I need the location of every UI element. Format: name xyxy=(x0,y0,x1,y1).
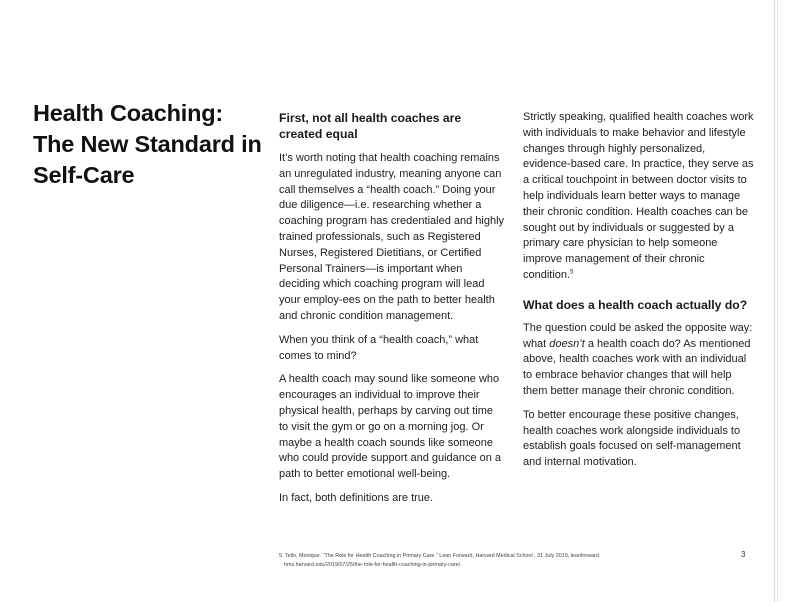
paragraph-qualified-health-coaches xyxy=(523,110,755,284)
para2-text-start: The question could be asked the opposite way: what xyxy=(523,321,753,350)
paragraph-opposite-question xyxy=(523,321,755,400)
footnote xyxy=(279,552,679,569)
paragraph-health-coach-definition: A health coach may sound like someone who encourages an individual to improve their physical health, perhaps by carving out time to visit the gym or go on a morning jog. Or maybe a health coach sounds like someone who could provide support and guidance on a path to better emotional well-being. xyxy=(279,373,501,481)
paragraph-positive-changes: To better encourage these positive changes, health coaches work alongside individuals to establish goals focused on self-management and internal motivation. xyxy=(523,408,741,469)
subheading-not-all-coaches-equal: First, not all health coaches are created equal xyxy=(279,111,462,141)
para2-emphasis: doesn’t xyxy=(549,337,585,350)
footnote-reference: 5 xyxy=(570,269,574,276)
para2-text-end: a health coach do? As mentioned above, health coaches work with an individual to embrace behavior changes that will help them better manage their chronic condition. xyxy=(523,337,751,397)
right-text-column xyxy=(523,110,755,479)
footnote-line-1: 5. Tello, Monique. “The Role for Health Coaching in Primary Care.” Lean Forward, Harvard Medical School , 31 July 2019, leanforward. xyxy=(279,553,601,559)
left-text-column xyxy=(279,110,505,515)
paragraph-unregulated-industry: It’s worth noting that health coaching remains an unregulated industry, meaning anyone can call themselves a “health coach.” Doing your due diligence—i.e. researching whether a coaching program has credentialed and highly trained professionals, such as Registered Nurses, Registered Dietitians, or Certified Personal Trainers—is important when deciding which coaching program will lead your employ-ees on the path to better health and chronic condition management. xyxy=(279,152,505,322)
page-edge-line xyxy=(774,0,775,602)
paragraph-what-comes-to-mind: When you think of a “health coach,” what comes to mind? xyxy=(279,333,479,362)
paragraph-both-true: In fact, both definitions are true. xyxy=(279,491,434,504)
page-edge-shadow xyxy=(777,0,778,602)
footnote-line-2: hms.harvard.edu/2019/07/25/the-role-for-health-coaching-in-primary-care/. xyxy=(284,561,462,568)
intro-text: Strictly speaking, qualified health coaches work with individuals to make behavior and lifestyle changes through highly personalized, evidence-based care. In practice, they serve as a critical touchpoint in between doctor visits to help individuals learn better ways to manage their chronic condition. Health coaches can be sought out by individuals or suggested by a primary care physician to help someone improve management of their chronic condition. xyxy=(523,111,754,281)
page-number: 3 xyxy=(741,550,746,559)
section-heading-what-does-coach-do: What does a health coach actually do? xyxy=(523,297,748,312)
page-title: Health Coaching: The New Standard in Self-Care xyxy=(33,100,262,188)
